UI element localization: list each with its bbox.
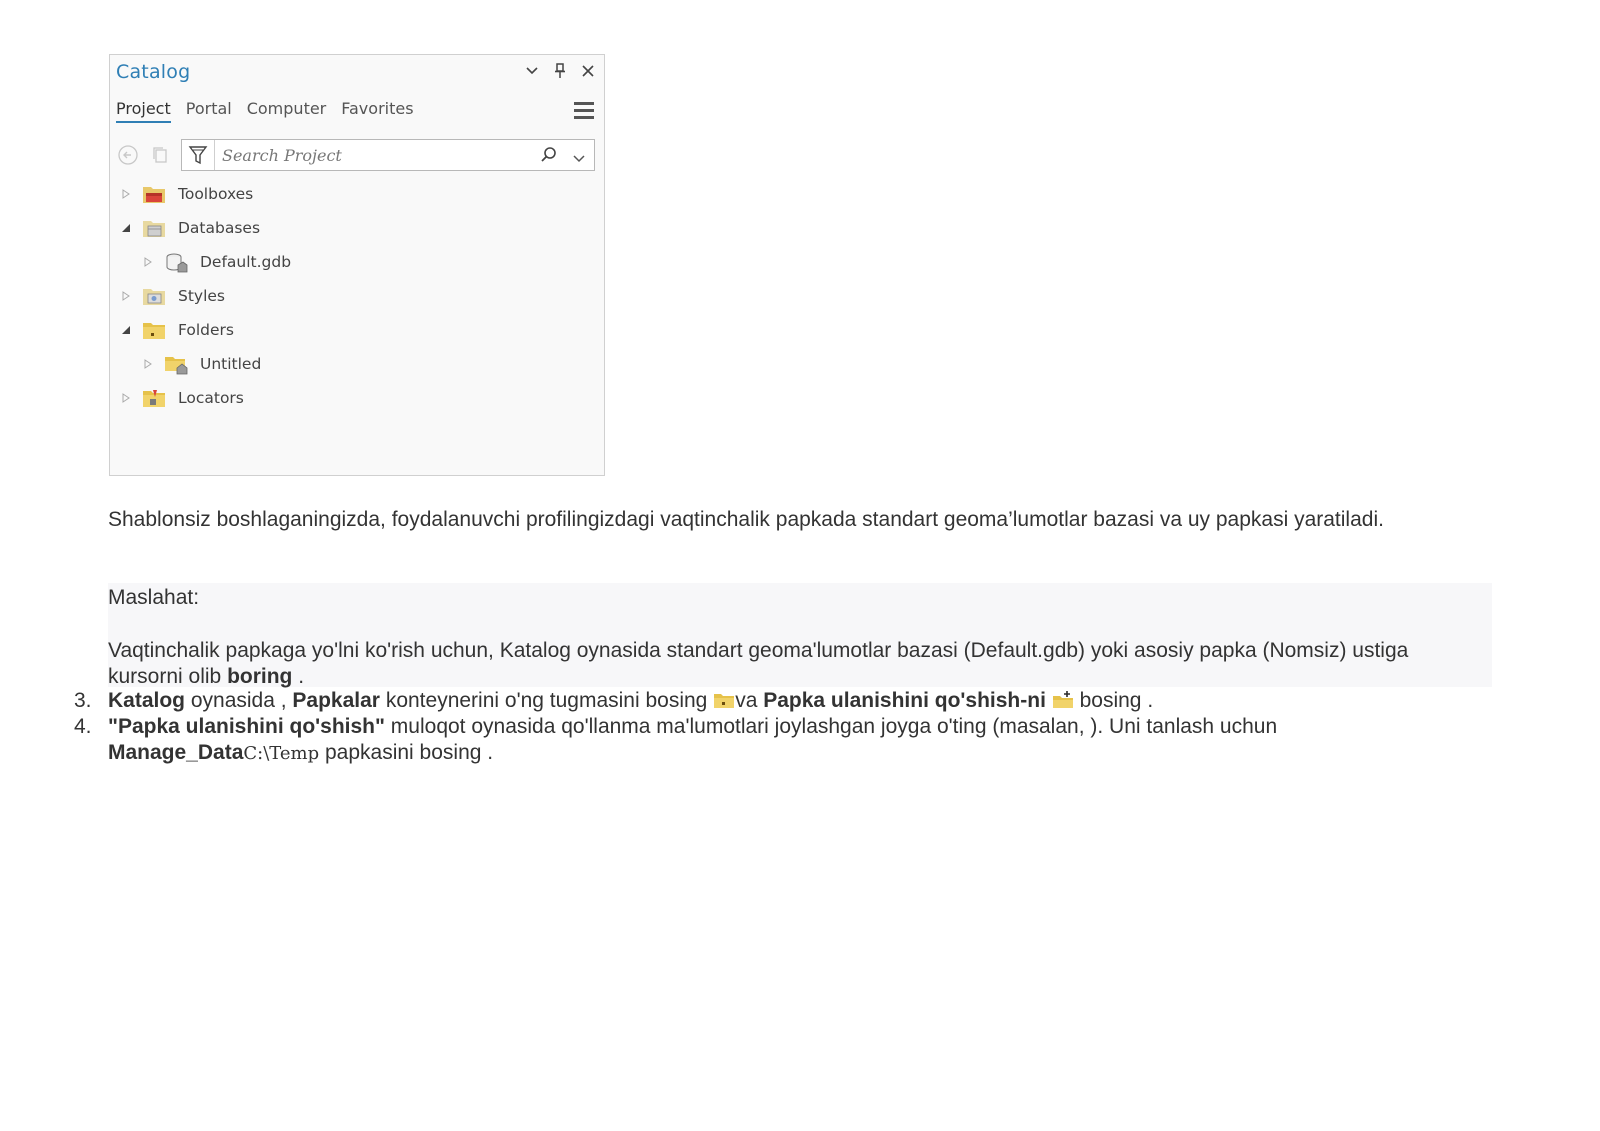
step4-manage-data: Manage_Data bbox=[108, 741, 244, 764]
menu-icon[interactable] bbox=[574, 102, 594, 120]
pin-icon[interactable] bbox=[552, 63, 568, 79]
step4-text-2: papkasini bosing . bbox=[319, 741, 494, 764]
tree-item-label: Folders bbox=[178, 321, 234, 339]
tree-item-label: Default.gdb bbox=[200, 253, 292, 271]
collapse-arrow-icon[interactable] bbox=[120, 324, 132, 336]
tree-item-untitled[interactable] bbox=[142, 351, 261, 377]
search-box bbox=[181, 139, 595, 171]
tip-text-suffix: . bbox=[292, 665, 305, 688]
close-icon[interactable] bbox=[580, 63, 596, 79]
steps-list bbox=[0, 688, 1500, 767]
search-icon[interactable] bbox=[540, 146, 558, 164]
tab-portal[interactable]: Portal bbox=[185, 99, 232, 118]
catalog-toolbar bbox=[116, 139, 594, 173]
tree-item-locators[interactable] bbox=[120, 385, 244, 411]
step-number: 3. bbox=[74, 689, 92, 712]
step4-dialog-name: "Papka ulanishini qo'shish" bbox=[108, 715, 385, 738]
folders-icon bbox=[142, 319, 166, 341]
step3-text-1: oynasida , bbox=[185, 689, 293, 712]
folder-context-icon bbox=[713, 690, 735, 708]
tree-item-label: Databases bbox=[178, 219, 261, 237]
tree-item-databases[interactable] bbox=[120, 215, 260, 241]
chevron-down-icon[interactable] bbox=[524, 63, 540, 79]
tab-computer[interactable]: Computer bbox=[246, 99, 327, 118]
step3-papkalar: Papkalar bbox=[292, 689, 380, 712]
back-icon[interactable] bbox=[116, 142, 140, 168]
tab-project[interactable]: Project bbox=[116, 99, 171, 123]
tree-item-default-gdb[interactable] bbox=[142, 249, 291, 275]
tree-item-toolboxes[interactable] bbox=[120, 181, 253, 207]
folder-home-icon bbox=[164, 353, 188, 375]
locator-folder-icon bbox=[142, 387, 166, 409]
expand-arrow-icon[interactable] bbox=[120, 290, 132, 302]
step4-text-1: muloqot oynasida qo'llanma ma'lumotlari joylashgan joyga o'ting (masalan, ). Uni tanlash uchun bbox=[384, 715, 1278, 738]
tree-item-label: Untitled bbox=[200, 355, 262, 373]
tree-item-styles[interactable] bbox=[120, 283, 225, 309]
tab-favorites[interactable]: Favorites bbox=[341, 99, 414, 118]
list-item-step-3 bbox=[0, 688, 1500, 714]
tip-text-bold: boring bbox=[227, 665, 293, 688]
tree-item-label: Toolboxes bbox=[178, 185, 254, 203]
catalog-title: Catalog bbox=[116, 61, 191, 83]
styles-folder-icon bbox=[142, 285, 166, 307]
catalog-pane bbox=[109, 54, 605, 476]
tree-item-label: Styles bbox=[178, 287, 226, 305]
tree-item-folders[interactable] bbox=[120, 317, 234, 343]
pane-controls bbox=[524, 63, 596, 79]
step3-add-folder-connection: Papka ulanishini qo'shish-ni bbox=[763, 689, 1046, 712]
step3-katalog: Katalog bbox=[108, 689, 186, 712]
geodatabase-icon bbox=[164, 251, 188, 273]
collapse-arrow-icon[interactable] bbox=[120, 222, 132, 234]
list-item-step-4 bbox=[0, 714, 1328, 767]
step3-text-4: bosing . bbox=[1073, 689, 1154, 712]
filter-icon[interactable] bbox=[182, 140, 215, 170]
tip-text bbox=[108, 638, 1478, 690]
step-number: 4. bbox=[74, 715, 92, 738]
intro-paragraph: Shablonsiz boshlaganingizda, foydalanuvchi profilingizdagi vaqtinchalik papkada standart geoma’lumotlar bazasi va uy papkasi yaratiladi. bbox=[108, 508, 1384, 531]
step3-text-3: va bbox=[735, 689, 764, 712]
step3-text-2: konteynerini o'ng tugmasini bosing bbox=[379, 689, 714, 712]
expand-arrow-icon[interactable] bbox=[142, 256, 154, 268]
tree-item-label: Locators bbox=[178, 389, 244, 407]
toolbox-folder-icon bbox=[142, 183, 166, 205]
catalog-tabs bbox=[116, 99, 414, 123]
step4-path: C:\Temp bbox=[243, 743, 320, 764]
expand-arrow-icon[interactable] bbox=[120, 392, 132, 404]
search-input[interactable] bbox=[222, 145, 532, 165]
copy-icon[interactable] bbox=[148, 142, 172, 168]
tip-text-prefix: Vaqtinchalik papkaga yo'lni ko'rish uchun, Katalog oynasida standart geoma'lumotlar bazasi (Default.gdb) yoki asosiy papka (Nomsiz) ustiga kursorni olib bbox=[108, 639, 1409, 688]
expand-arrow-icon[interactable] bbox=[142, 358, 154, 370]
expand-arrow-icon[interactable] bbox=[120, 188, 132, 200]
database-folder-icon bbox=[142, 217, 166, 239]
search-dropdown-icon[interactable] bbox=[572, 149, 586, 163]
add-folder-connection-icon bbox=[1052, 690, 1074, 708]
tip-label: Maslahat: bbox=[108, 586, 200, 609]
